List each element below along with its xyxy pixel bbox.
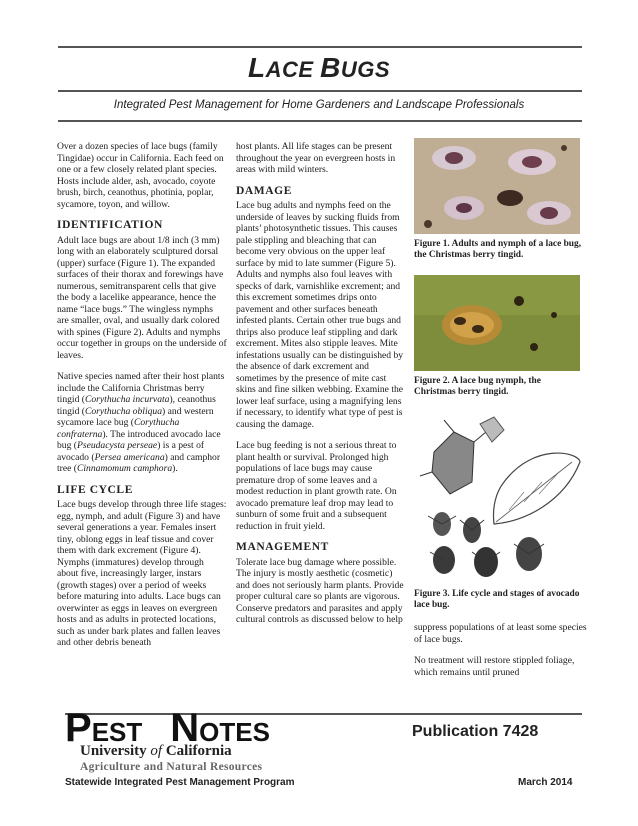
logo-cap-n: N — [170, 706, 200, 750]
program-name: Statewide Integrated Pest Management Program — [65, 777, 295, 788]
species-name: Cinnamomum camphora — [76, 463, 173, 474]
species-name: Corythucha confraterna — [57, 417, 180, 440]
division-name: Agriculture and Natural Resources — [80, 761, 263, 773]
damage-paragraph-2: Lace bug feeding is not a serious threat to plant health or survival. Prolonged high populations of lace bugs may cause premature drop of some leaves and a modest reduction in plant growth rate. On avocado premature leaf drop may lead to sunburn of some fruit and a subsequent reduction in fruit yield. — [236, 440, 397, 532]
pest-notes-logo — [65, 708, 270, 748]
col3-paragraph-2: No treatment will restore stippled foliage, which remains until pruned — [414, 655, 575, 678]
title-cap-2: B — [320, 52, 341, 83]
damage-heading: DAMAGE — [236, 184, 292, 197]
column-1 — [57, 141, 227, 659]
uc-california: California — [162, 743, 232, 759]
text-run: ) and western sycamore lace bug ( — [57, 405, 214, 428]
damage-paragraph-1: Lace bug adults and nymphs feed on the underside of leaves by sucking fluids from plants’ photosynthetic tissues. This causes pale stippling and bleaching that can become very obvious on the upper leaf surface by mid to late summer (Figure 5). Adults and nymphs also foul leaves with specks of dark, varnishlike excrement; and this excrement sometimes drips onto pavement and other surfaces beneath infested plants. Certain other true bugs and thrips also produce leaf stippling and dark excrement. Mites also stipple leaves. Mite infestations usually can be distinguished by the absence of dark excrement and sometimes by the presence of mite cast skins and fine silken webbing. Examine the lower leaf surface, using a magnifying lens if necessary, to identify what type of pest is causing the damage. — [236, 200, 404, 430]
header-mid-rule — [58, 90, 582, 92]
native-species-paragraph — [57, 371, 227, 475]
title-cap-1: L — [247, 52, 266, 83]
species-name: Pseudacysta perseae — [76, 440, 158, 451]
continued-paragraph: host plants. All life stages can be present throughout the year on evergreen hosts in areas with mild winters. — [236, 141, 396, 175]
text-run: ) is a pest of avocado ( — [57, 440, 205, 463]
logo-cap-p: P — [65, 706, 92, 750]
figure-1-caption: Figure 1. Adults and nymph of a lace bug, the Christmas berry tingid. — [414, 239, 582, 260]
title-rest-2: UGS — [340, 57, 391, 82]
header-bottom-rule — [58, 120, 582, 122]
species-name: Persea americana — [94, 451, 165, 463]
publication-number: Publication 7428 — [412, 723, 539, 740]
lifecycle-heading: LIFE CYCLE — [57, 483, 133, 496]
life-cycle-illustration — [414, 412, 584, 584]
intro-paragraph: Over a dozen species of lace bugs (family Tingidae) occur in California. Each feed on one or a few closely related plant species. Hosts include alder, ash, avocado, coyote brush, birch, ceanothus, photinia, poplar, sycamore, toyon, and willow. — [57, 141, 224, 210]
text-run: Native species named after their host plants include the California Christmas berry tingid ( — [57, 371, 225, 405]
uc-of: of — [150, 743, 163, 759]
text-run: ). — [172, 463, 178, 474]
uc-university: University — [80, 743, 151, 759]
col3-paragraph-1: suppress populations of at least some species of lace bugs. — [414, 622, 587, 645]
management-heading: MANAGEMENT — [236, 541, 329, 553]
text-run: ), ceanothus tingid ( — [57, 394, 216, 417]
logo-rest-otes: OTES — [199, 717, 270, 747]
title-rest-1: ACE — [265, 57, 321, 82]
identification-paragraph: Adult lace bugs are about 1/8 inch (3 mm) long with an elaborately sculptured dorsal (upper) surface (Figure 1). The expanded surfaces of their thorax and forewings have numerous, semitransparent cells that give the body a lacelike appearance, hence the name “lace bugs.” The wingless nymphs are smaller, oval, and usually dark colored with spines (Figure 2). Adults and nymphs occur together in groups on the underside of leaves. — [57, 234, 227, 361]
figure-2-photo — [414, 275, 580, 371]
column-3 — [414, 622, 589, 688]
text-run: ). The introduced avocado lace bug ( — [57, 428, 221, 451]
lace-bug-nymph-image — [414, 275, 580, 371]
figure-3-drawing — [414, 412, 584, 584]
university-name — [80, 743, 232, 760]
figure-2-caption: Figure 2. A lace bug nymph, the Christmas berry tingid. — [414, 376, 541, 397]
figure-1-photo — [414, 138, 580, 234]
publication-date: March 2014 — [518, 777, 573, 788]
logo-rest-est: EST — [91, 717, 143, 747]
text-run: ) and camphor tree ( — [57, 451, 221, 474]
identification-heading: IDENTIFICATION — [57, 219, 163, 231]
lace-bug-adults-image — [414, 138, 580, 234]
management-paragraph: Tolerate lace bug damage where possible. The injury is mostly aesthetic (cosmetic) and does not seriously harm plants. Provide proper cultural care so plants are vigorous. Conserve predators and parasites and apply cultural controls as discussed below to help — [236, 556, 404, 625]
species-name: Corythucha incurvata — [84, 394, 170, 405]
lifecycle-paragraph: Lace bugs develop through three life stages: egg, nymph, and adult (Figure 3) and have several generations a year. Females insert tiny, oblong eggs in leaf tissue and cover them with dark excrement (Figure 4). Nymphs (immatures) develop through about five, increasingly larger, instars (growth stages) over a period of weeks before maturing into adults. Lace bugs can overwinter as eggs in leaves on evergreen hosts and as adults in protected locations, such as under bark plates and fallen leaves and other debris beneath — [57, 499, 227, 648]
page-subtitle: Integrated Pest Management for Home Gardeners and Landscape Professionals — [113, 99, 525, 111]
page-title — [0, 52, 638, 84]
header-top-rule — [58, 46, 582, 48]
species-name: Corythucha obliqua — [84, 405, 162, 417]
figure-3-caption: Figure 3. Life cycle and stages of avocado lace bug. — [414, 589, 580, 610]
column-2 — [236, 141, 404, 636]
